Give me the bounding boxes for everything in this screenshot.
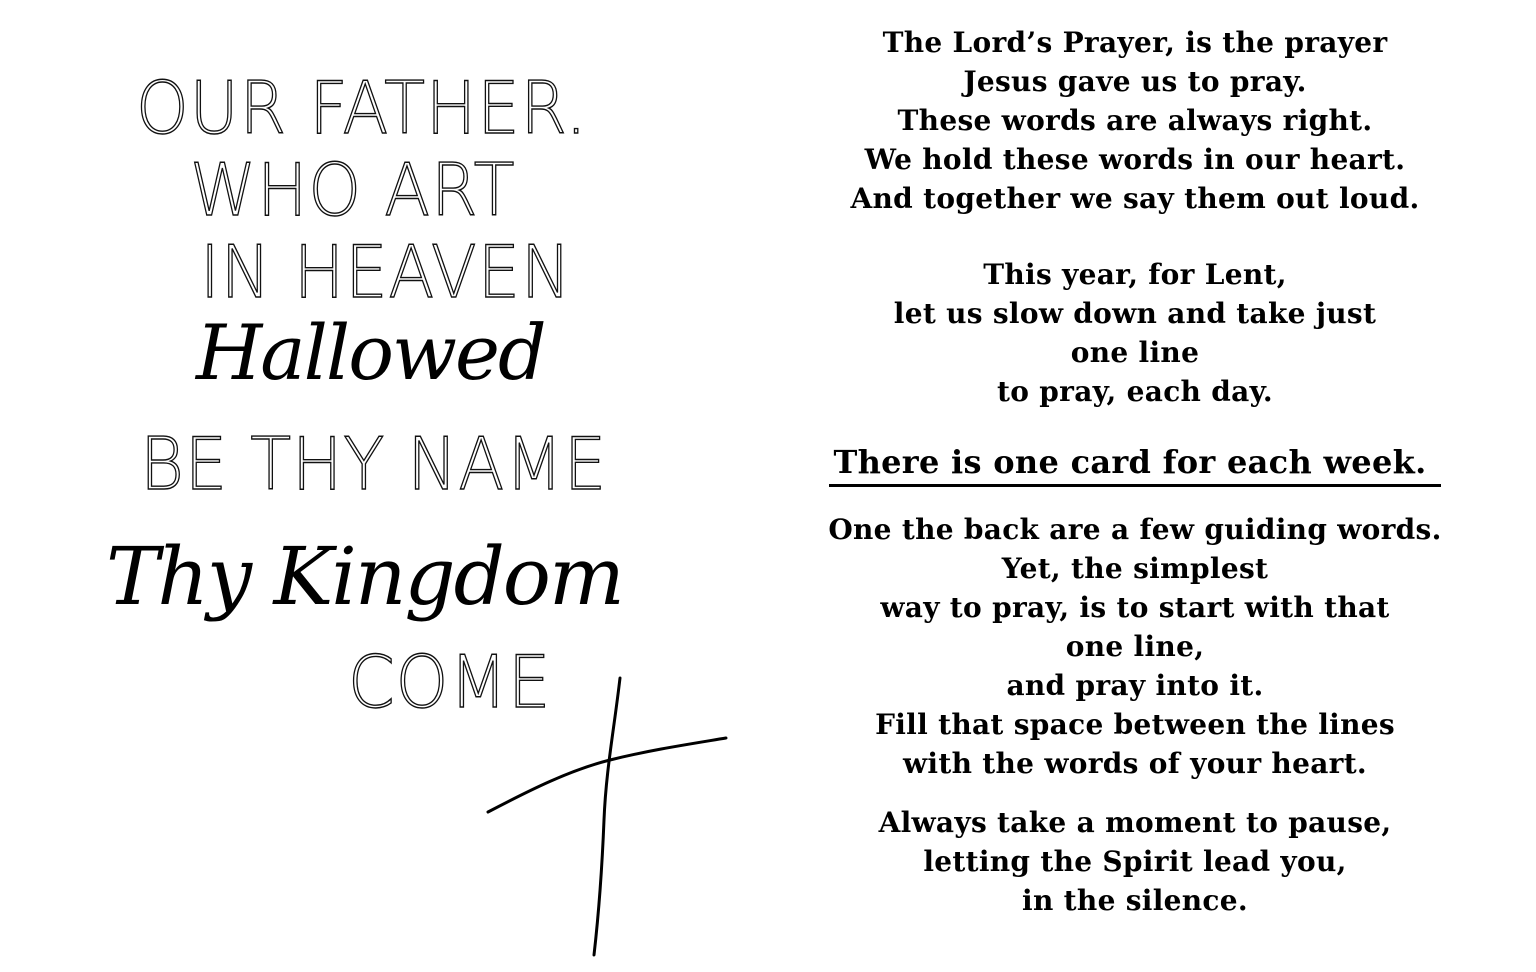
guidance-line: with the words of your heart. [903,747,1367,780]
lent-line: This year, for Lent, [983,258,1287,291]
guidance-line: and pray into it. [1006,669,1264,702]
cross-icon [480,670,740,960]
title-line-come: COME [348,640,552,724]
closing-line: Always take a moment to pause, [878,806,1392,839]
lent-paragraph [790,255,1480,411]
title-line-hallowed: Hallowed [196,308,545,397]
intro-paragraph [790,23,1480,218]
intro-line: The Lord’s Prayer, is the prayer [882,26,1388,59]
intro-line: We hold these words in our heart. [864,143,1406,176]
closing-line: in the silence. [1022,884,1248,917]
guidance-line: way to pray, is to start with that [880,591,1390,624]
guidance-line: Yet, the simplest [1001,552,1269,585]
guidance-line: one line, [1065,630,1205,663]
guidance-line: Fill that space between the lines [875,708,1395,741]
closing-paragraph [790,803,1480,920]
weekly-card-heading [790,440,1480,487]
lent-line: to pray, each day. [997,375,1273,408]
title-line-thy-kingdom: Thy Kingdom [106,530,623,623]
intro-line: Jesus gave us to pray. [963,65,1307,98]
lent-line: one line [1070,336,1200,369]
intro-line: These words are always right. [897,104,1373,137]
guidance-paragraph [790,510,1480,783]
title-line-our-father: OUR FATHER. [136,66,588,150]
lent-line: let us slow down and take just [893,297,1377,330]
title-line-in-heaven: IN HEAVEN [200,230,572,314]
guidance-line: One the back are a few guiding words. [828,513,1442,546]
instructions-panel [790,0,1480,972]
closing-line: letting the Spirit lead you, [923,845,1347,878]
intro-line: And together we say them out loud. [850,182,1420,215]
title-line-be-thy-name: BE THY NAME [140,422,608,506]
title-line-who-art: WHO ART [190,148,516,232]
prayer-title-panel [0,0,760,972]
heading-text: There is one card for each week. [829,440,1440,487]
